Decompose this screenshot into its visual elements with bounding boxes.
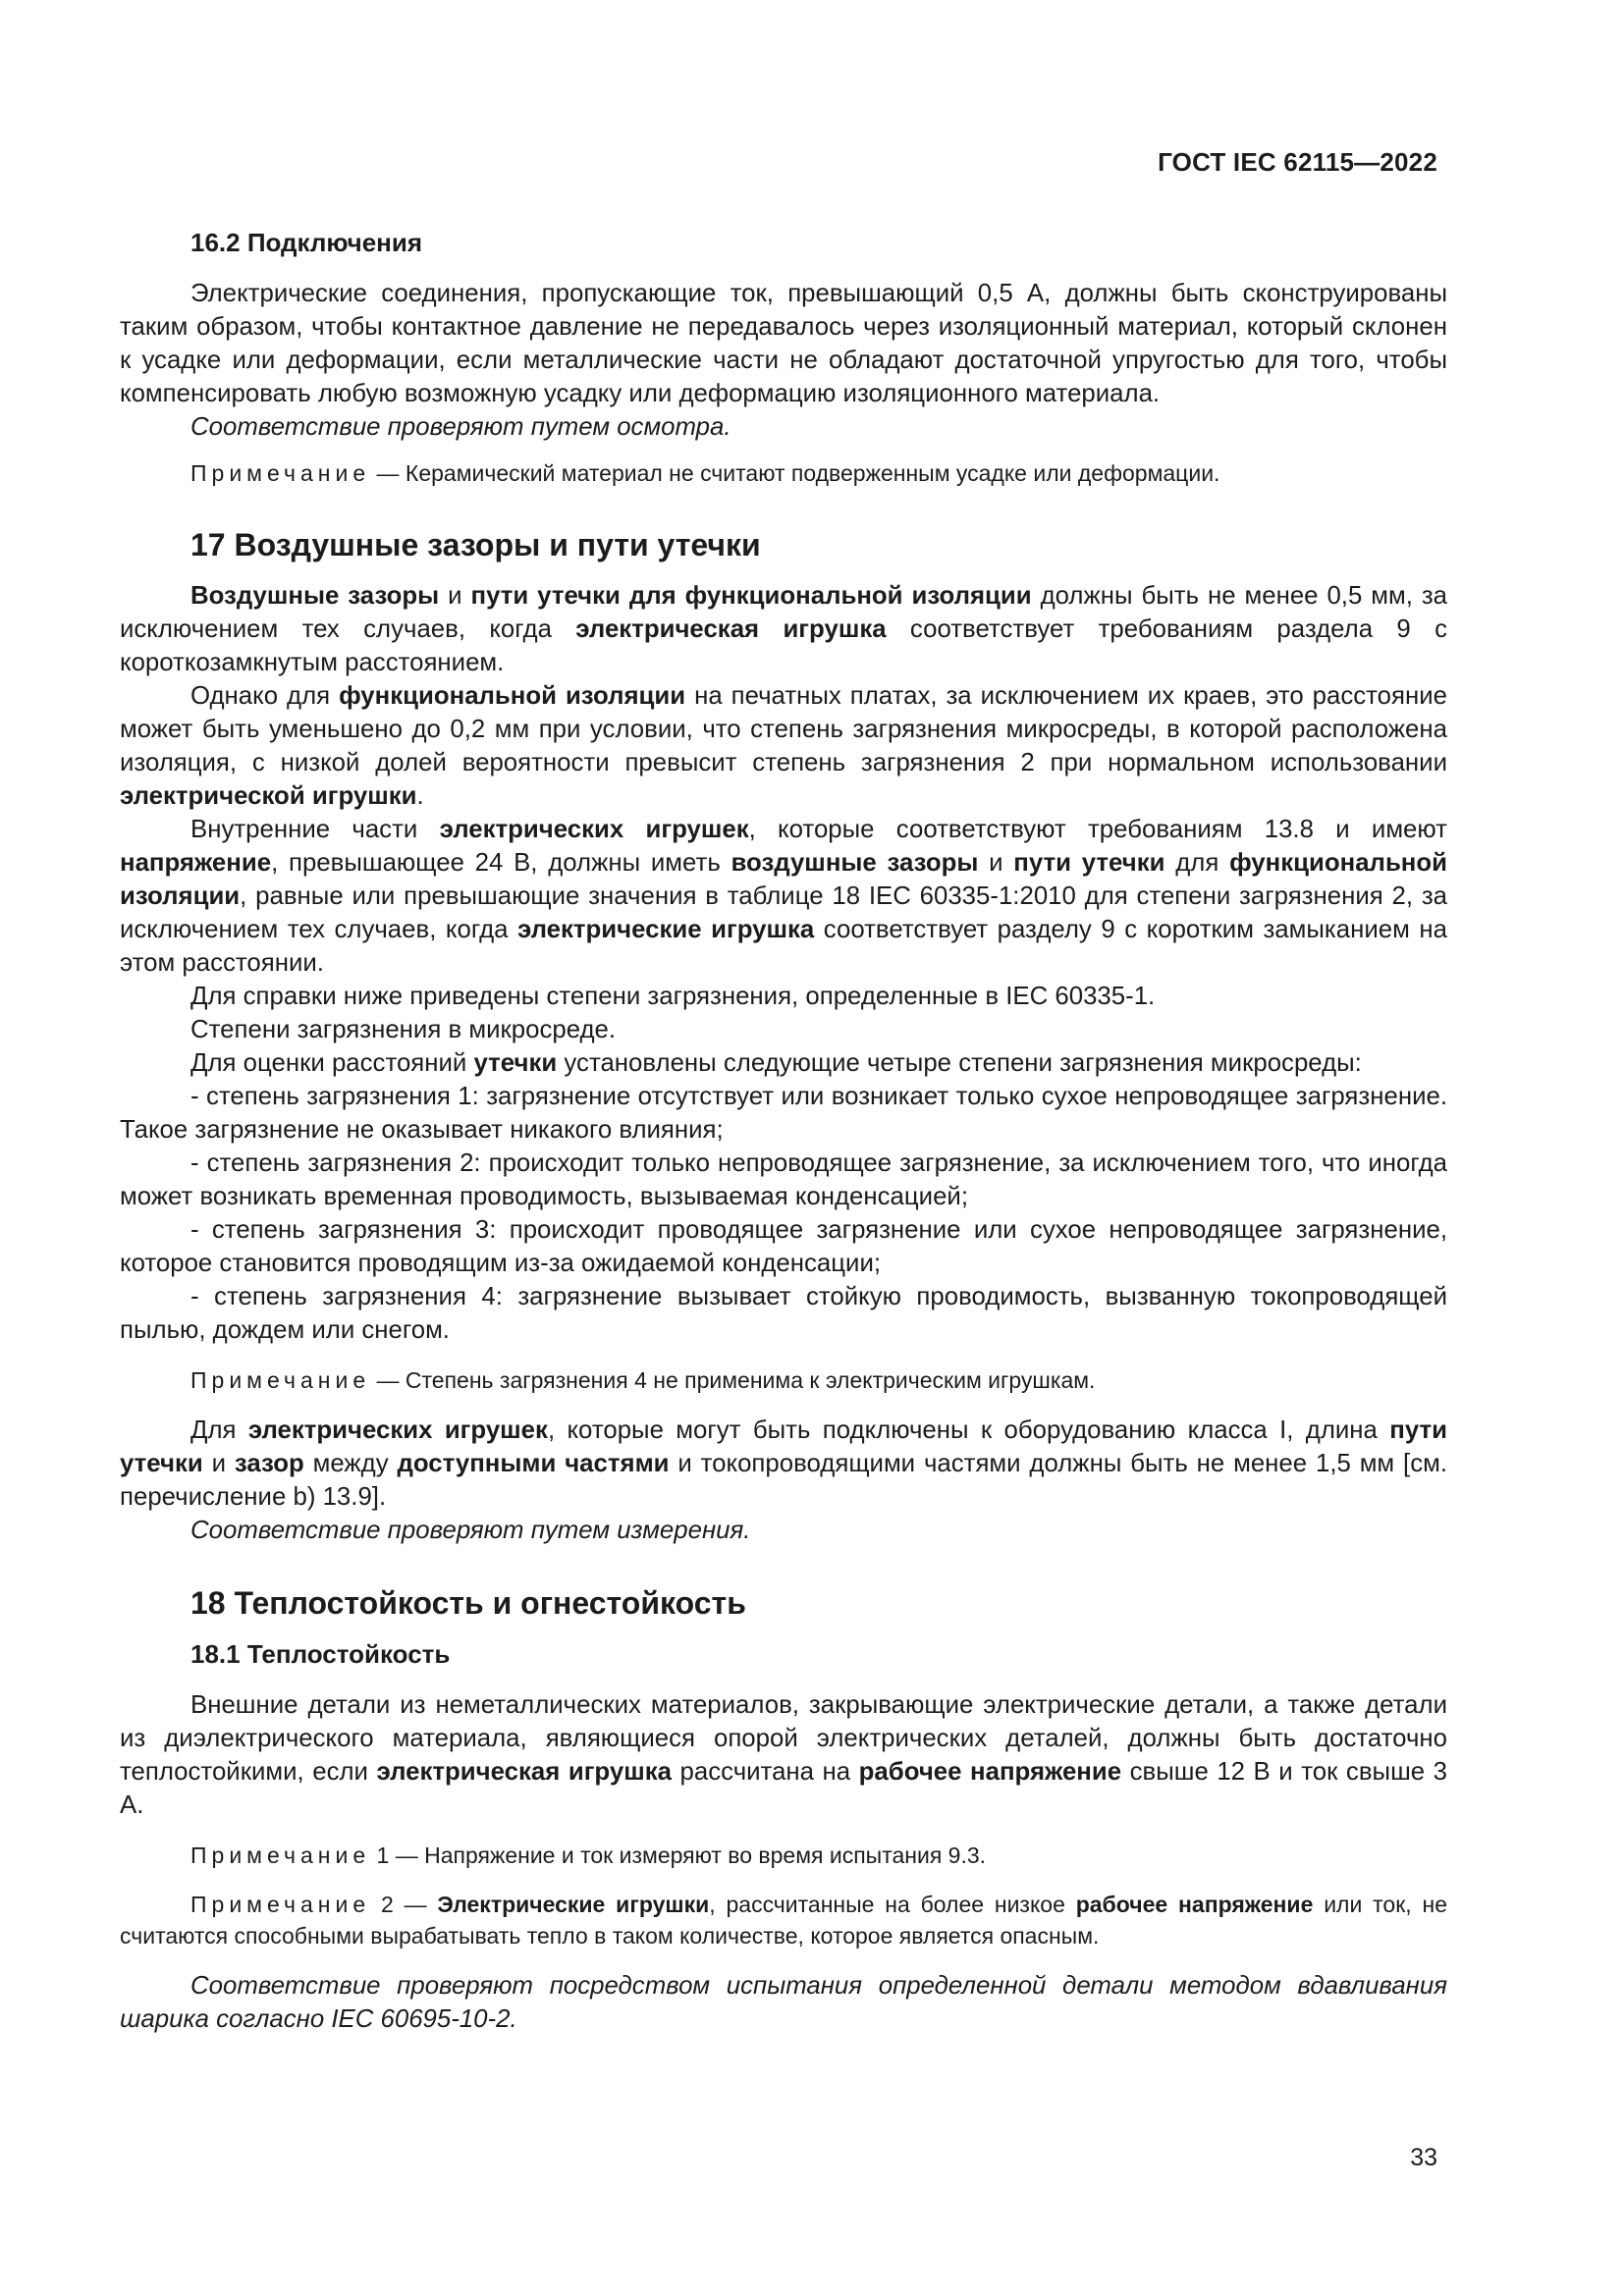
- text-run: свыше 12 В и ток свыше 3 А.: [120, 1758, 1447, 1819]
- text-run: установлены следующие четыре степени загрязнения микросреды:: [557, 1049, 1362, 1077]
- term: зазор: [234, 1450, 304, 1477]
- section-18-compliance: Соответствие проверяют посредством испытания определенной детали методом вдавливания шарика согласно IEC 60695-10-2.: [120, 1972, 1447, 2033]
- text-run: и: [978, 849, 1014, 877]
- text-run: , которые соответствуют требованиям 13.8 и имеют: [748, 816, 1447, 843]
- text-run: должны быть не менее 0,5 мм, за исключением тех случаев, когда: [120, 582, 1448, 643]
- text-run: и: [439, 582, 471, 610]
- pollution-degree-item-2: - степень загрязнения 2: происходит только непроводящее загрязнение, за исключением того, что иногда может возникать временная проводимость, вызываемая конденсацией;: [120, 1149, 1447, 1210]
- term: электрическая игрушка: [376, 1758, 672, 1786]
- section-18-heading: 18 Теплостойкость и огнестойкость: [190, 1585, 746, 1621]
- note-text: 1 — Напряжение и ток измеряют во время испытания 9.3.: [370, 1842, 987, 1868]
- term: Воздушные зазоры: [190, 582, 440, 610]
- text-run: для: [1164, 849, 1230, 877]
- term: пути утечки: [1013, 849, 1165, 877]
- pollution-degree-item-3: - степень загрязнения 3: происходит проводящее загрязнение или сухое непроводящее загрязнение, которое становится проводящим из-за ожидаемой конденсации;: [120, 1216, 1447, 1277]
- section-17-compliance: Соответствие проверяют путем измерения.: [190, 1517, 751, 1544]
- text-run: , равные или превышающие значения в таблице 18 IEC 60335-1:2010 для степени загрязнения 2, за исключением тех случаев, когда: [120, 882, 1447, 943]
- text-run: Внутренние части: [190, 816, 440, 843]
- section-18-1-paragraph: [120, 1688, 1447, 1822]
- text-run: соответствует требованиям раздела 9 с короткозамкнутым расстоянием.: [120, 615, 1447, 676]
- note-text: — Степень загрязнения 4 не применима к электрическим игрушкам.: [370, 1367, 1096, 1393]
- section-17-heading: 17 Воздушные зазоры и пути утечки: [190, 527, 761, 562]
- section-18-1-heading: 18.1 Теплостойкость: [190, 1639, 451, 1669]
- term: доступными частями: [397, 1450, 670, 1477]
- page-number: 33: [1410, 2144, 1437, 2171]
- text-run: соответствует разделу 9 с коротким замыканием на этом расстоянии.: [120, 916, 1447, 977]
- text-run: .: [416, 782, 424, 810]
- note-label: Примечание: [190, 1892, 371, 1917]
- note-text: — Керамический материал не считают подверженным усадке или деформации.: [370, 460, 1220, 486]
- section-17-note: [120, 1364, 1447, 1396]
- text-run: Для оценки расстояний: [190, 1049, 474, 1077]
- note-label: Примечание: [190, 1367, 371, 1393]
- term: электрические игрушка: [517, 916, 815, 943]
- section-16-2-heading: 16.2 Подключения: [190, 228, 423, 257]
- text-run: 2 —: [370, 1892, 438, 1917]
- term: функциональной изоляции: [120, 849, 1447, 910]
- term: функциональной изоляции: [339, 682, 686, 710]
- section-17-paragraph-3: [120, 813, 1447, 980]
- term: утечки: [473, 1049, 558, 1077]
- section-16-2-note: [120, 457, 1447, 489]
- text-run: или ток, не считаются способными вырабатывать тепло в таком количестве, которое является опасным.: [120, 1892, 1447, 1949]
- document-id-header: ГОСТ IEC 62115—2022: [1158, 147, 1437, 177]
- term: Электрические игрушки: [437, 1892, 710, 1917]
- term: электрических игрушек: [247, 1416, 548, 1444]
- term: электрическая игрушка: [575, 615, 887, 643]
- term: пути утечки для функциональной изоляции: [470, 582, 1032, 610]
- section-17-paragraph-2: [120, 679, 1447, 813]
- term: электрических игрушек: [439, 816, 749, 843]
- term: воздушные зазоры: [731, 849, 979, 877]
- term: рабочее напряжение: [1075, 1892, 1314, 1917]
- text-run: и токопроводящими частями должны быть не менее 1,5 мм [см. перечисление b) 13.9].: [120, 1450, 1447, 1511]
- section-17-paragraph-5: Степени загрязнения в микросреде.: [190, 1016, 617, 1043]
- section-16-2-compliance: Соответствие проверяют путем осмотра.: [190, 413, 731, 441]
- pollution-degree-item-1: - степень загрязнения 1: загрязнение отсутствует или возникает только сухое непроводящее загрязнение. Такое загрязнение не оказывает никакого влияния;: [120, 1083, 1447, 1144]
- term: пути утечки: [120, 1416, 1447, 1477]
- text-run: , которые могут быть подключены к оборудованию класса I, длина: [547, 1416, 1390, 1444]
- section-16-2-paragraph: Электрические соединения, пропускающие ток, превышающий 0,5 А, должны быть сконструированы таким образом, чтобы контактное давление не передавалось через изоляционный материал, который склонен к усадке или деформации, если металлические части не обладают достаточной упругостью для того, чтобы компенсировать любую возможную усадку или деформацию изоляционного материала.: [120, 280, 1447, 407]
- section-17-paragraph-7: [120, 1414, 1447, 1514]
- text-run: рассчитана на: [671, 1758, 859, 1786]
- section-17-paragraph-4: Для справки ниже приведены степени загрязнения, определенные в IEC 60335-1.: [190, 983, 1156, 1010]
- pollution-degree-item-4: - степень загрязнения 4: загрязнение вызывает стойкую проводимость, вызванную токопроводящей пылью, дождем или снегом.: [120, 1283, 1447, 1344]
- term: электрической игрушки: [120, 782, 417, 810]
- text-run: на печатных платах, за исключением их краев, это расстояние может быть уменьшено до 0,2 мм при условии, что степень загрязнения микросреды, в которой расположена изоляция, с низкой долей вероятности превысит степень загрязнения 2 при нормальном использовании: [120, 682, 1447, 776]
- text-run: Однако для: [190, 682, 340, 710]
- note-label: Примечание: [190, 460, 371, 486]
- page-content: [120, 226, 1447, 2036]
- text-run: Для: [190, 1416, 248, 1444]
- term: рабочее напряжение: [858, 1758, 1122, 1786]
- section-17-paragraph-6: [120, 1046, 1447, 1080]
- section-18-note-1: [120, 1840, 1447, 1871]
- section-18-note-2: [120, 1889, 1447, 1951]
- term: напряжение: [120, 849, 272, 877]
- text-run: , рассчитанные на более низкое: [709, 1892, 1076, 1917]
- text-run: и: [202, 1450, 235, 1477]
- text-run: , превышающее 24 В, должны иметь: [271, 849, 731, 877]
- section-17-paragraph-1: [120, 579, 1447, 679]
- text-run: Внешние детали из неметаллических материалов, закрывающие электрические детали, а также детали из диэлектрического материала, являющиеся опорой электрических деталей, должны быть достаточно теплостойкими, если: [120, 1691, 1447, 1786]
- text-run: между: [303, 1450, 398, 1477]
- note-label: Примечание: [190, 1842, 371, 1868]
